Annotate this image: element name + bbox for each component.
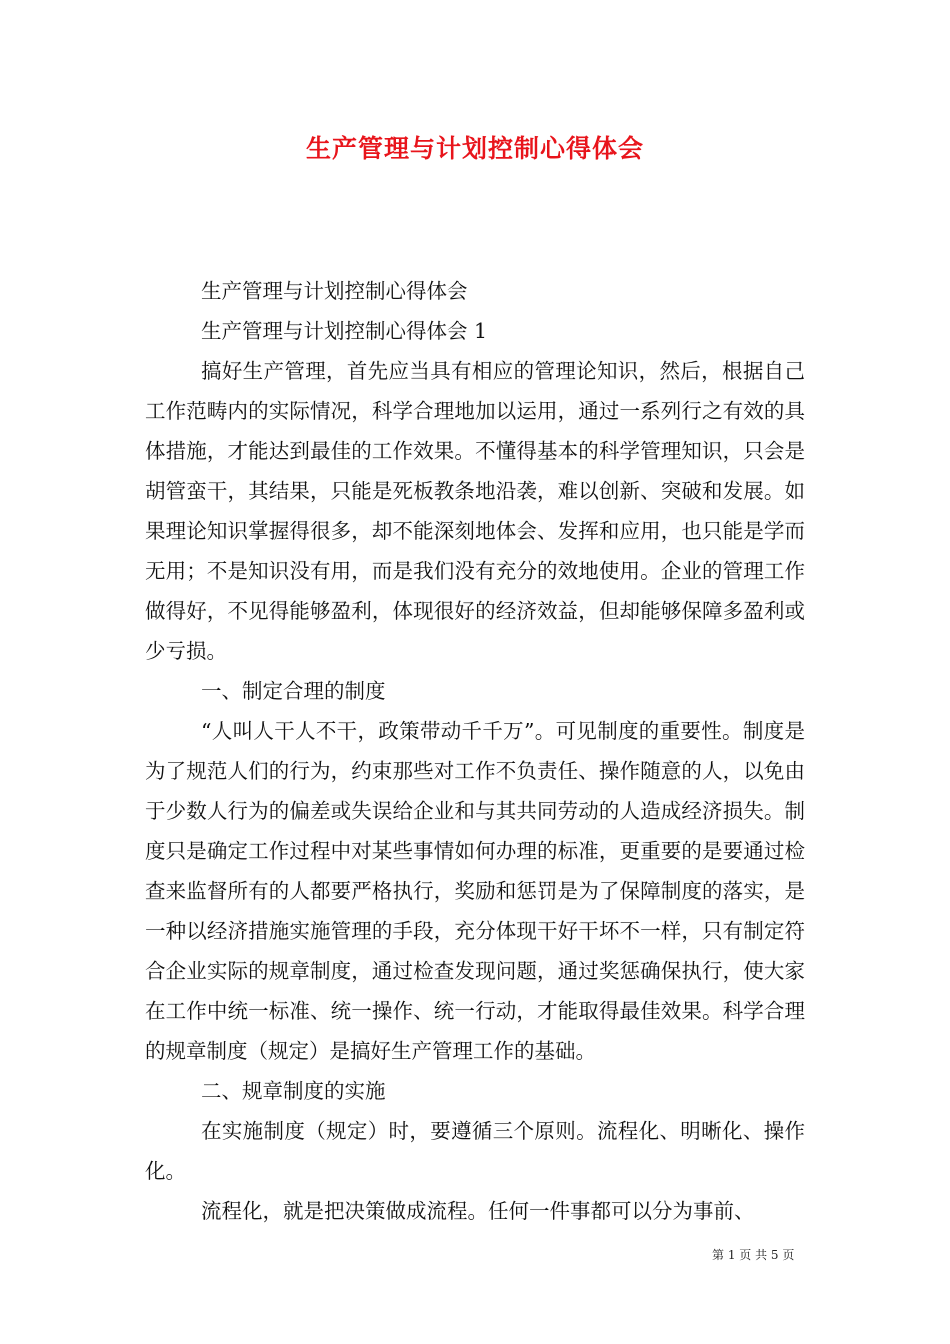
paragraph-process: 流程化，就是把决策做成流程。任何一件事都可以分为事前、 — [201, 1199, 755, 1223]
paragraph-section-1: “人叫人干人不干，政策带动千千万”。可见制度的重要性。制度是为了规范人们的行为，约束那些对工作不负责任、操作随意的人，以免由于少数人行为的偏差或失误给企业和与其共同劳动的人造成经济损失。制度只是确定工作过程中对某些事情如何办理的标准，更重要的是要通过检查来监督所有的人都要严格执行，奖励和惩罚是为了保障制度的落实，是一种以经济措施实施管理的手段，充分体现干好干坏不一样，只有制定符合企业实际的规章制度，通过检查发现问题，通过奖惩确保执行，使大家在工作中统一标准、统一操作、统一行动，才能取得最佳效果。科学合理的规章制度（规定）是搞好生产管理工作的基础。 — [145, 719, 805, 1063]
section-heading-1: 一、制定合理的制度 — [201, 679, 386, 703]
document-body — [145, 271, 805, 1231]
paragraph-section-2: 在实施制度（规定）时，要遵循三个原则。流程化、明晰化、操作化。 — [145, 1119, 805, 1183]
document-title: 生产管理与计划控制心得体会 — [305, 134, 644, 163]
paragraph-subheading: 生产管理与计划控制心得体会 1 — [201, 319, 488, 343]
paragraph-intro: 搞好生产管理，首先应当具有相应的管理论知识，然后，根据自己工作范畴内的实际情况，科学合理地加以运用，通过一系列行之有效的具体措施，才能达到最佳的工作效果。不懂得基本的科学管理知识，只会是胡管蛮干，其结果，只能是死板教条地沿袭，难以创新、突破和发展。如果理论知识掌握得很多，却不能深刻地体会、发挥和应用，也只能是学而无用；不是知识没有用，而是我们没有充分的效地使用。企业的管理工作做得好，不见得能够盈利，体现很好的经济效益，但却能够保障多盈利或少亏损。 — [145, 359, 805, 663]
page-number: 第 1 页 共 5 页 — [712, 1248, 795, 1262]
paragraph-heading: 生产管理与计划控制心得体会 — [201, 279, 468, 303]
section-heading-2: 二、规章制度的实施 — [201, 1079, 386, 1103]
